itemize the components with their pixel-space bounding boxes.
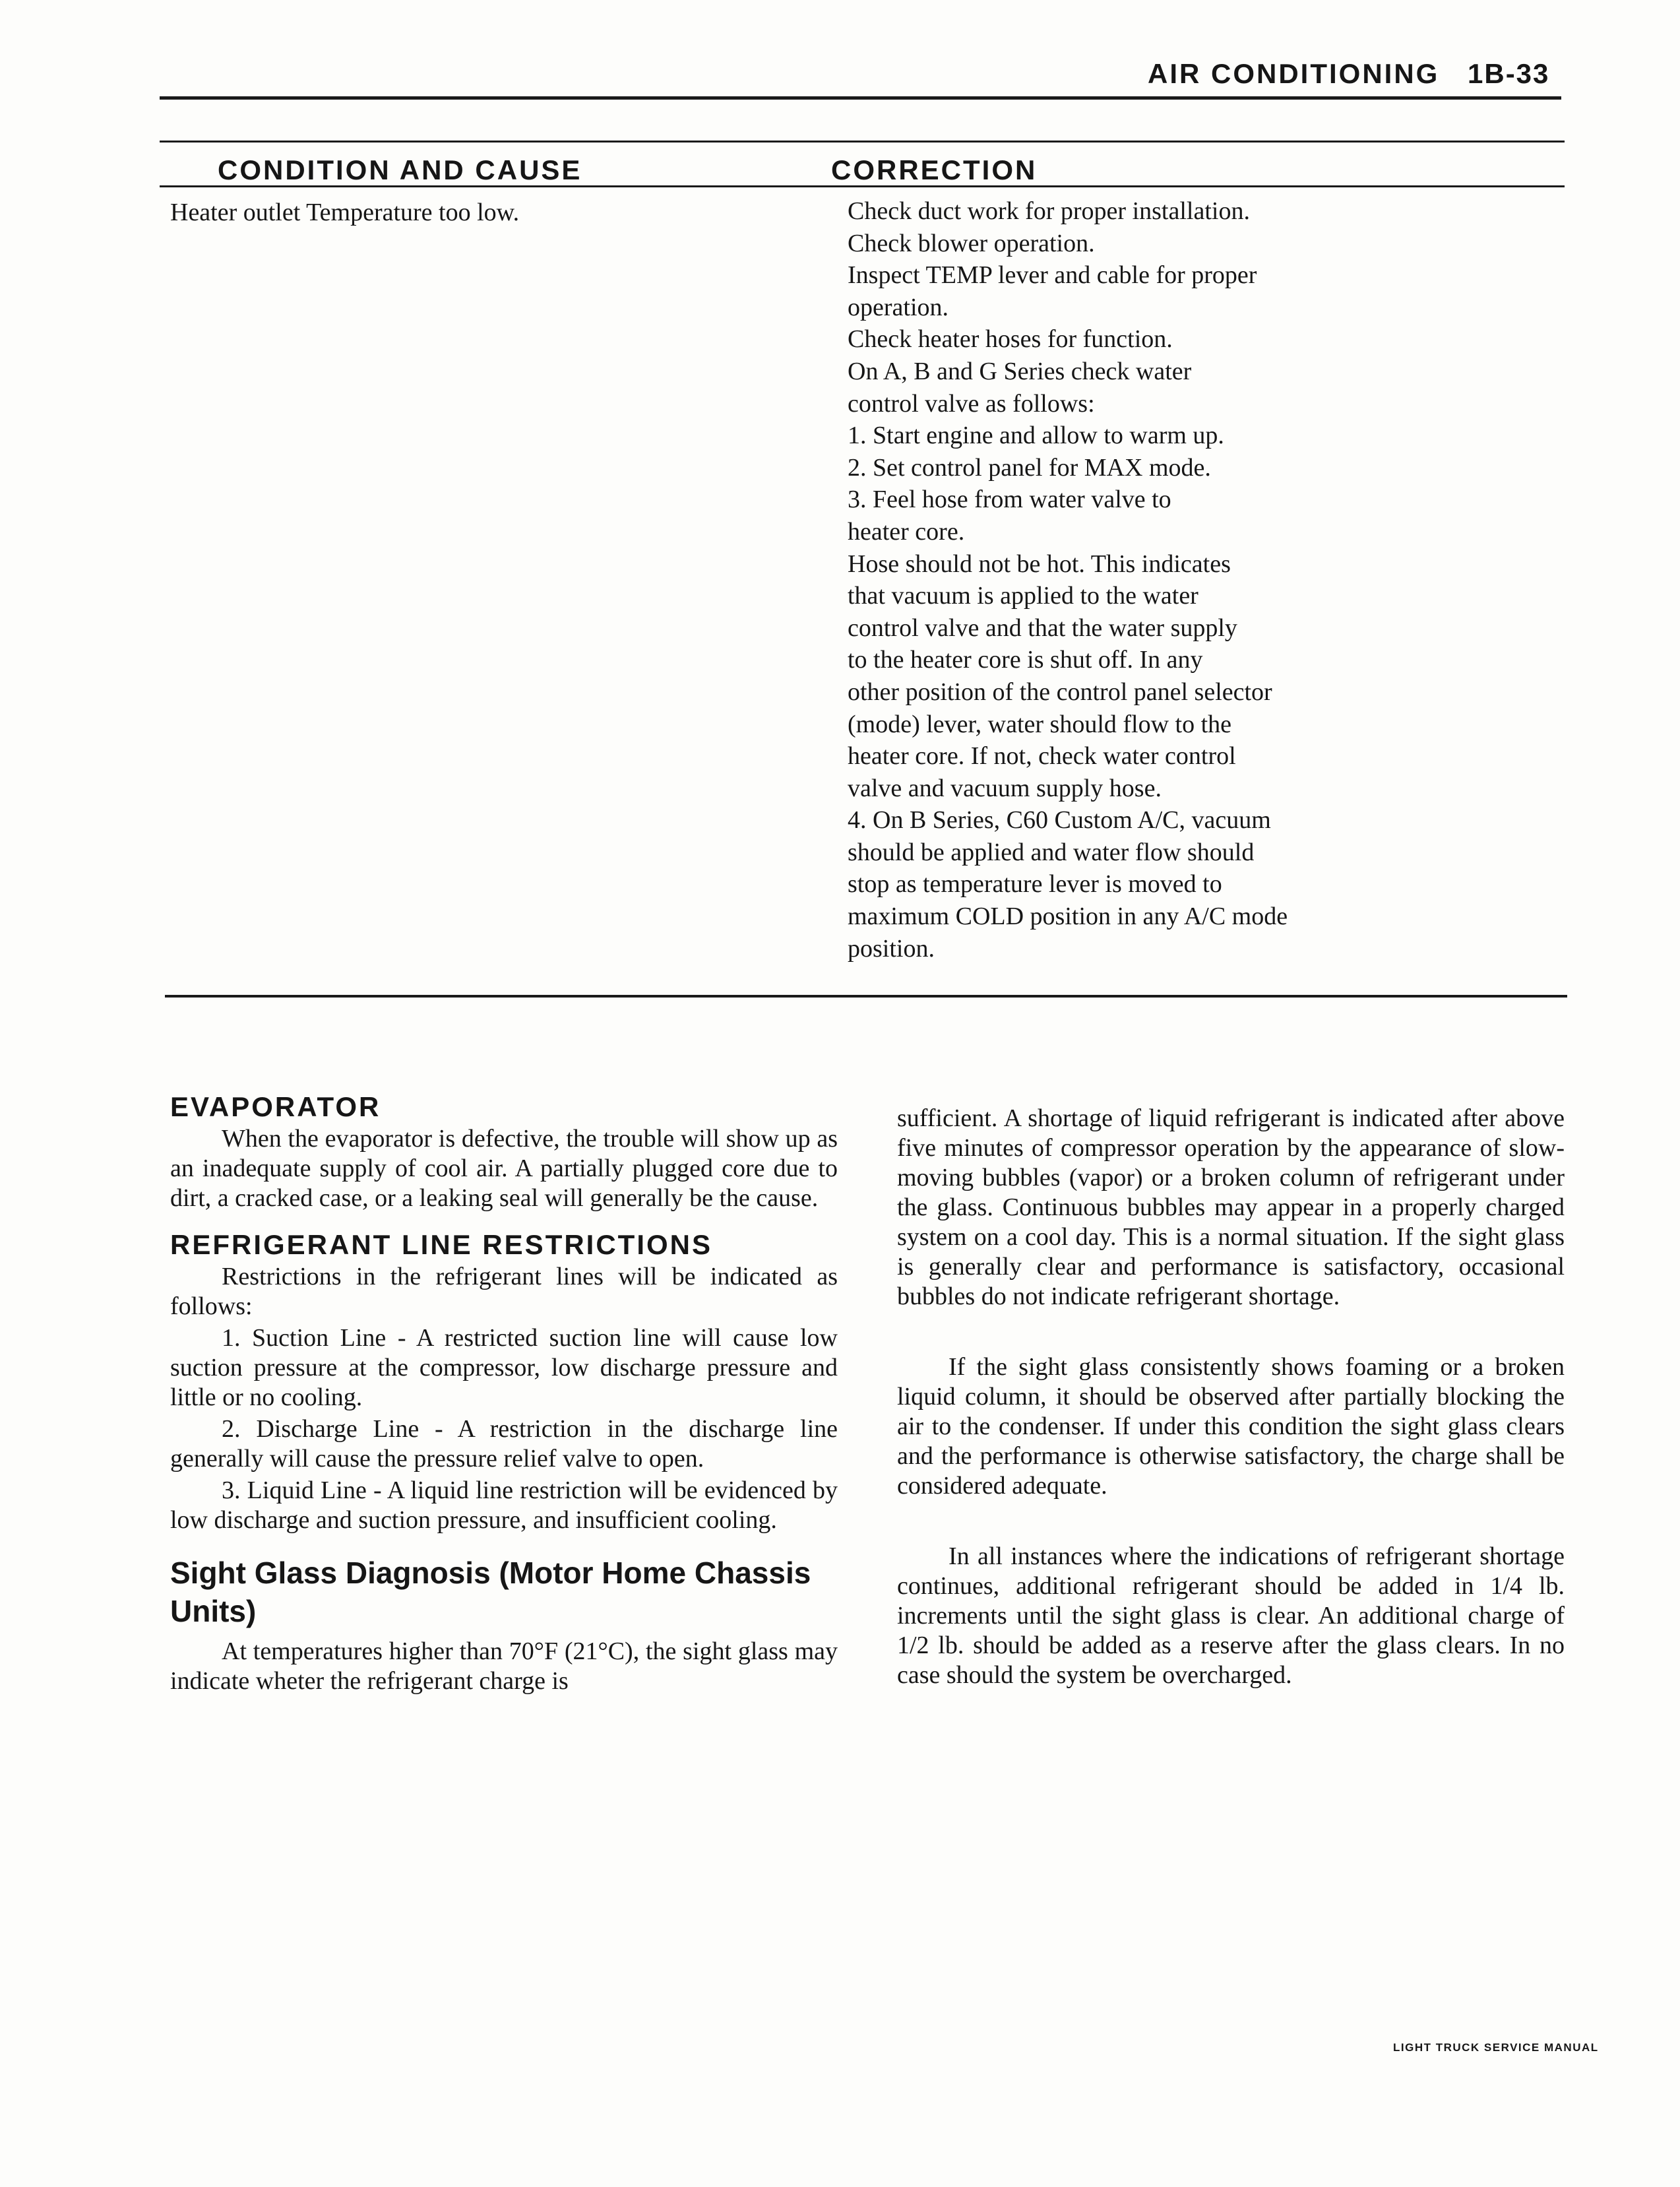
correction-line: operation.	[848, 293, 949, 321]
table-bottom-rule	[165, 995, 1567, 998]
section-title: AIR CONDITIONING	[1148, 58, 1440, 89]
correction-line: (mode) lever, water should flow to the	[848, 710, 1232, 738]
correction-line: position.	[848, 934, 935, 963]
condition-header: CONDITION AND CAUSE	[218, 154, 582, 185]
foaming-paragraph: If the sight glass consistently shows foaming or a broken liquid column, it should be observed after partially blocking the air to the condenser. If under this condition the sight glass clears and the performance is otherwise satisfactory, the charge shall be considered adequate.	[897, 1353, 1565, 1500]
correction-line: should be applied and water flow should	[848, 838, 1255, 866]
page-number: 1B-33	[1468, 58, 1550, 89]
restrictions-heading: REFRIGERANT LINE RESTRICTIONS	[170, 1229, 713, 1260]
correction-line: 3. Feel hose from water valve to	[848, 486, 1171, 514]
correction-line: other position of the control panel selector	[848, 678, 1272, 706]
condition-cell: Heater outlet Temperature too low.	[170, 199, 520, 226]
correction-line: valve and vacuum supply hose.	[848, 774, 1162, 802]
evaporator-paragraph: When the evaporator is defective, the trouble will show up as an inadequate supply of cool air. A partially plugged core due to dirt, a cracked case, or a leaking seal will generally be the cause.	[170, 1125, 838, 1212]
correction-line: 1. Start engine and allow to warm up.	[848, 422, 1224, 450]
refrigerant-shortage-paragraph: In all instances where the indications of refrigerant shortage continues, additional refrigerant should be added in 1/4 lb. increments until the sight glass is clear. An additional charge of 1/2 lb. should be added as a reserve after the glass clears. In no case should the system be overcharged.	[897, 1542, 1565, 1689]
correction-line: heater core.	[848, 517, 965, 546]
correction-line: Inspect TEMP lever and cable for proper	[848, 261, 1257, 290]
correction-line: control valve and that the water supply	[848, 614, 1237, 642]
table-top-rule	[160, 141, 1565, 143]
left-column	[170, 1090, 838, 1696]
correction-line: stop as temperature lever is moved to	[848, 870, 1222, 899]
right-column	[897, 1104, 1565, 1690]
sight-glass-paragraph: At temperatures higher than 70°F (21°C), the sight glass may indicate wheter the refrigerant charge is	[170, 1637, 838, 1695]
evaporator-heading: EVAPORATOR	[170, 1091, 381, 1122]
restriction-item-discharge: 2. Discharge Line - A restriction in the discharge line generally will cause the pressure relief valve to open.	[170, 1415, 838, 1473]
sight-glass-continued: sufficient. A shortage of liquid refrigerant is indicated after above five minutes of compressor operation by the appearance of slow-moving bubbles (vapor) or a broken column of refrigerant under the glass. Continuous bubbles may appear in a properly charged system on a cool day. This is a normal situation. If the sight glass is generally clear and performance is satisfactory, occasional bubbles do not indicate refrigerant shortage.	[897, 1104, 1565, 1310]
footer-manual-title: LIGHT TRUCK SERVICE MANUAL	[1393, 2041, 1599, 2054]
correction-line: Hose should not be hot. This indicates	[848, 550, 1231, 578]
correction-line: Check blower operation.	[848, 229, 1095, 257]
correction-line: to the heater core is shut off. In any	[848, 646, 1203, 674]
correction-line: maximum COLD position in any A/C mode	[848, 903, 1288, 931]
header-rule	[160, 96, 1561, 100]
correction-line: control valve as follows:	[848, 389, 1095, 418]
sight-glass-heading: Sight Glass Diagnosis (Motor Home Chassis Units)	[170, 1556, 811, 1628]
correction-line: Check heater hoses for function.	[848, 325, 1173, 354]
correction-line: heater core. If not, check water control	[848, 742, 1236, 771]
correction-line: Check duct work for proper installation.	[848, 197, 1250, 225]
correction-line: 4. On B Series, C60 Custom A/C, vacuum	[848, 806, 1271, 835]
table-header-rule	[160, 185, 1565, 187]
restrictions-intro: Restrictions in the refrigerant lines will be indicated as follows:	[170, 1263, 838, 1320]
correction-line: On A, B and G Series check water	[848, 357, 1192, 385]
correction-header: CORRECTION	[831, 154, 1038, 185]
correction-line: 2. Set control panel for MAX mode.	[848, 453, 1211, 482]
restriction-item-suction: 1. Suction Line - A restricted suction line will cause low suction pressure at the compressor, low discharge pressure and little or no cooling.	[170, 1324, 838, 1411]
restriction-item-liquid: 3. Liquid Line - A liquid line restriction will be evidenced by low discharge and suction pressure, and insufficient cooling.	[170, 1476, 838, 1534]
correction-line: that vacuum is applied to the water	[848, 582, 1198, 610]
correction-list	[848, 195, 1441, 965]
